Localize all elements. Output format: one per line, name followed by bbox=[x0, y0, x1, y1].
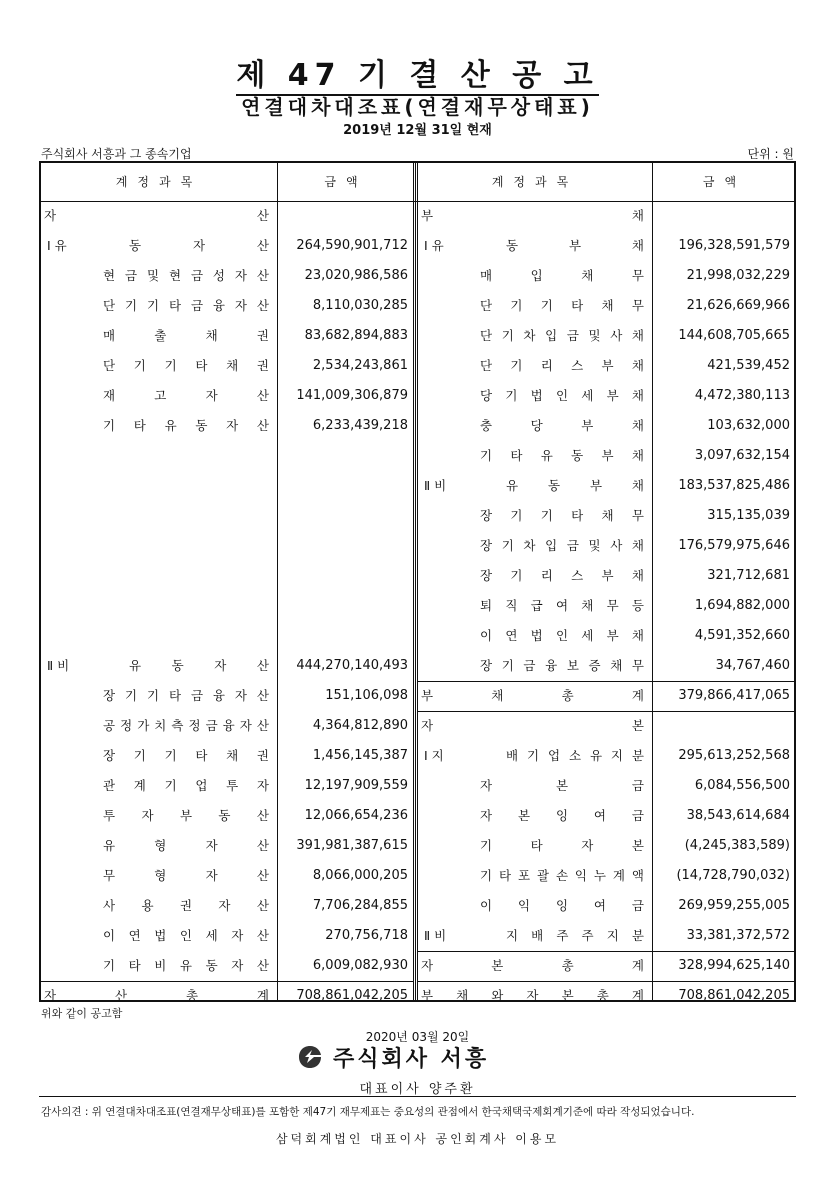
header-amount-left: 금액 bbox=[324, 175, 368, 189]
row-label: 지 배 주 주 지 분 bbox=[506, 928, 644, 943]
row-amount: 3,097,632,154 bbox=[694, 448, 790, 463]
table-row bbox=[418, 381, 796, 411]
audit-opinion: 감사의견 : 위 연결대차대조표(연결재무상태표)를 포함한 제47기 재무제표는 중요성의 관점에서 한국채택국제회계기준에 따라 작성되었습니다. bbox=[41, 1106, 695, 1118]
table-row bbox=[418, 711, 796, 741]
table-row bbox=[418, 351, 796, 381]
row-label: 매 출 채 권 bbox=[103, 328, 269, 343]
row-amount: 83,682,894,883 bbox=[304, 328, 408, 343]
row-label: 부 채 bbox=[421, 208, 644, 223]
unit-label: 단위 : 원 bbox=[747, 147, 794, 161]
row-amount: 708,861,042,205 bbox=[678, 988, 790, 1003]
table-row bbox=[418, 741, 796, 771]
table-row bbox=[41, 561, 414, 591]
row-label: 단 기 기 타 금 융 자 산 bbox=[103, 298, 269, 313]
table-row bbox=[418, 531, 796, 561]
notice-statement: 위와 같이 공고함 bbox=[41, 1007, 123, 1020]
auditor-signature: 삼덕회계법인 대표이사 공인회계사 이용모 bbox=[275, 1132, 560, 1146]
row-label: 유 형 자 산 bbox=[103, 838, 269, 853]
row-label: 장 기 리 스 부 채 bbox=[480, 568, 644, 583]
row-amount: (14,728,790,032) bbox=[676, 868, 790, 883]
row-amount: 270,756,718 bbox=[325, 928, 408, 943]
table-row bbox=[418, 261, 796, 291]
corp-name-text: 주식회사 서흥 bbox=[333, 1046, 490, 1072]
seoheung-logo-icon bbox=[297, 1044, 323, 1070]
row-label: 매 입 채 무 bbox=[480, 268, 644, 283]
row-label: 유 동 부 채 bbox=[506, 478, 644, 493]
row-label: 관 계 기 업 투 자 bbox=[103, 778, 269, 793]
table-row bbox=[41, 741, 414, 771]
row-label: 재 고 자 산 bbox=[103, 388, 269, 403]
row-amount: 8,066,000,205 bbox=[312, 868, 408, 883]
row-label: 이 익 잉 여 금 bbox=[480, 898, 644, 913]
row-amount: 144,608,705,665 bbox=[678, 328, 790, 343]
row-amount: 708,861,042,205 bbox=[296, 988, 408, 1003]
row-label: 기 타 자 본 bbox=[480, 838, 644, 853]
table-row bbox=[418, 411, 796, 441]
table-row bbox=[418, 831, 796, 861]
row-amount: 8,110,030,285 bbox=[312, 298, 408, 313]
row-group-numeral: Ⅰ 지 bbox=[424, 748, 444, 763]
row-amount: 264,590,901,712 bbox=[296, 238, 408, 253]
row-amount: 295,613,252,568 bbox=[678, 748, 790, 763]
table-row bbox=[418, 291, 796, 321]
row-label: 단 기 차 입 금 및 사 채 bbox=[480, 328, 644, 343]
table-row bbox=[41, 861, 414, 891]
row-amount: (4,245,383,589) bbox=[684, 838, 790, 853]
company-line: 주식회사 서흥과 그 종속기업 bbox=[41, 147, 192, 161]
row-amount: 4,364,812,890 bbox=[312, 718, 408, 733]
balance-sheet-table bbox=[39, 161, 796, 1002]
footer-divider bbox=[39, 1096, 796, 1097]
row-label: 부 채 총 계 bbox=[421, 688, 644, 703]
table-row bbox=[418, 921, 796, 951]
table-row bbox=[418, 771, 796, 801]
row-label: 장 기 기 타 금 융 자 산 bbox=[103, 688, 269, 703]
row-amount: 196,328,591,579 bbox=[678, 238, 790, 253]
header-account-left: 계정과목 bbox=[115, 175, 203, 189]
row-amount: 34,767,460 bbox=[715, 658, 790, 673]
row-amount: 315,135,039 bbox=[707, 508, 790, 523]
row-label: 장 기 금 융 보 증 채 무 bbox=[480, 658, 644, 673]
header-amount-right: 금액 bbox=[702, 175, 747, 189]
row-amount: 151,106,098 bbox=[325, 688, 408, 703]
row-amount: 12,197,909,559 bbox=[304, 778, 408, 793]
row-group-numeral: Ⅱ 비 bbox=[424, 928, 447, 943]
row-group-numeral: Ⅱ 비 bbox=[424, 478, 447, 493]
corp-name bbox=[297, 1042, 489, 1072]
row-label: 투 자 부 동 산 bbox=[103, 808, 269, 823]
row-label: 무 형 자 산 bbox=[103, 868, 269, 883]
row-amount: 269,959,255,005 bbox=[678, 898, 790, 913]
row-label: 단 기 기 타 채 무 bbox=[480, 298, 644, 313]
row-label: 이 연 법 인 세 부 채 bbox=[480, 628, 644, 643]
row-amount: 6,009,082,930 bbox=[312, 958, 408, 973]
table-row bbox=[41, 621, 414, 651]
table-row bbox=[41, 951, 414, 981]
row-amount: 23,020,986,586 bbox=[304, 268, 408, 283]
table-row bbox=[41, 771, 414, 801]
table-row bbox=[418, 651, 796, 681]
row-amount: 141,009,306,879 bbox=[296, 388, 408, 403]
table-row bbox=[41, 651, 414, 681]
row-amount: 21,626,669,966 bbox=[686, 298, 790, 313]
table-row bbox=[418, 951, 796, 981]
table-row bbox=[41, 891, 414, 921]
row-label: 사 용 권 자 산 bbox=[103, 898, 269, 913]
row-label: 기 타 비 유 동 자 산 bbox=[103, 958, 269, 973]
table-row bbox=[41, 471, 414, 501]
row-amount: 6,233,439,218 bbox=[312, 418, 408, 433]
row-label: 장 기 차 입 금 및 사 채 bbox=[480, 538, 644, 553]
table-row bbox=[418, 591, 796, 621]
row-label: 자 본 잉 여 금 bbox=[480, 808, 644, 823]
row-label: 동 자 산 bbox=[129, 238, 269, 253]
row-amount: 1,456,145,387 bbox=[312, 748, 408, 763]
row-label: 충 당 부 채 bbox=[480, 418, 644, 433]
row-amount: 391,981,387,615 bbox=[296, 838, 408, 853]
table-row bbox=[41, 291, 414, 321]
table-row bbox=[418, 801, 796, 831]
row-label: 장 기 기 타 채 권 bbox=[103, 748, 269, 763]
row-amount: 6,084,556,500 bbox=[694, 778, 790, 793]
as-of-date: 2019년 12월 31일 현재 bbox=[343, 123, 492, 138]
row-amount: 1,694,882,000 bbox=[694, 598, 790, 613]
row-label: 기 타 유 동 자 산 bbox=[103, 418, 269, 433]
table-row bbox=[41, 201, 414, 231]
table-row bbox=[418, 471, 796, 501]
table-row bbox=[41, 411, 414, 441]
row-label: 장 기 기 타 채 무 bbox=[480, 508, 644, 523]
table-row bbox=[41, 681, 414, 711]
ceo-name: 대표이사 양주환 bbox=[359, 1082, 476, 1097]
row-label: 당 기 법 인 세 부 채 bbox=[480, 388, 644, 403]
row-amount: 328,994,625,140 bbox=[678, 958, 790, 973]
row-group-numeral: Ⅰ 유 bbox=[424, 238, 444, 253]
table-row bbox=[418, 981, 796, 1011]
row-amount: 176,579,975,646 bbox=[678, 538, 790, 553]
notice-date: 2020년 03월 20일 bbox=[365, 1030, 470, 1044]
row-amount: 38,543,614,684 bbox=[686, 808, 790, 823]
total-rule bbox=[418, 681, 796, 682]
row-amount: 103,632,000 bbox=[707, 418, 790, 433]
row-amount: 33,381,372,572 bbox=[686, 928, 790, 943]
row-amount: 379,866,417,065 bbox=[678, 688, 790, 703]
row-group-numeral: Ⅰ 유 bbox=[47, 238, 67, 253]
row-amount: 321,712,681 bbox=[707, 568, 790, 583]
table-row bbox=[418, 201, 796, 231]
table-row bbox=[418, 321, 796, 351]
table-row bbox=[418, 501, 796, 531]
table-row bbox=[41, 531, 414, 561]
row-amount: 421,539,452 bbox=[707, 358, 790, 373]
total-rule bbox=[418, 951, 796, 952]
row-amount: 2,534,243,861 bbox=[312, 358, 408, 373]
table-row bbox=[418, 561, 796, 591]
row-label: 공 정 가 치 측 정 금 융 자 산 bbox=[103, 718, 269, 733]
table-row bbox=[41, 441, 414, 471]
row-label: 동 부 채 bbox=[506, 238, 644, 253]
row-label: 단 기 리 스 부 채 bbox=[480, 358, 644, 373]
total-rule bbox=[41, 981, 413, 982]
row-group-numeral: Ⅱ 비 bbox=[47, 658, 70, 673]
table-row bbox=[418, 441, 796, 471]
row-amount: 12,066,654,236 bbox=[304, 808, 408, 823]
row-label: 배 기 업 소 유 지 분 bbox=[506, 748, 644, 763]
row-label: 부 채 와 자 본 총 계 bbox=[421, 988, 644, 1003]
total-rule bbox=[418, 981, 796, 982]
row-label: 자 본 bbox=[421, 718, 644, 733]
row-amount: 7,706,284,855 bbox=[312, 898, 408, 913]
table-row bbox=[41, 921, 414, 951]
row-amount: 444,270,140,493 bbox=[296, 658, 408, 673]
table-row bbox=[41, 501, 414, 531]
table-row bbox=[41, 231, 414, 261]
row-label: 자 본 총 계 bbox=[421, 958, 644, 973]
table-row bbox=[418, 231, 796, 261]
table-row bbox=[41, 591, 414, 621]
table-row bbox=[41, 321, 414, 351]
row-label: 단 기 기 타 채 권 bbox=[103, 358, 269, 373]
table-row bbox=[418, 621, 796, 651]
row-amount: 183,537,825,486 bbox=[678, 478, 790, 493]
row-amount: 4,472,380,113 bbox=[694, 388, 790, 403]
table-row bbox=[41, 711, 414, 741]
table-row bbox=[41, 351, 414, 381]
row-label: 자 산 총 계 bbox=[44, 988, 269, 1003]
row-amount: 4,591,352,660 bbox=[694, 628, 790, 643]
statement-subtitle: 연결대차대조표(연결재무상태표) bbox=[241, 95, 594, 119]
row-label: 기 타 유 동 부 채 bbox=[480, 448, 644, 463]
table-row bbox=[41, 381, 414, 411]
table-row bbox=[418, 891, 796, 921]
table-row bbox=[41, 831, 414, 861]
table-row bbox=[41, 801, 414, 831]
row-label: 퇴 직 급 여 채 무 등 bbox=[480, 598, 644, 613]
table-row bbox=[418, 861, 796, 891]
table-row bbox=[41, 261, 414, 291]
row-label: 자 본 금 bbox=[480, 778, 644, 793]
row-label: 이 연 법 인 세 자 산 bbox=[103, 928, 269, 943]
notice-title: 제 47 기 결 산 공 고 bbox=[0, 50, 835, 94]
row-label: 현 금 및 현 금 성 자 산 bbox=[103, 268, 269, 283]
row-label: 기 타 포 괄 손 익 누 계 액 bbox=[480, 868, 644, 883]
row-amount: 21,998,032,229 bbox=[686, 268, 790, 283]
row-label: 자 산 bbox=[44, 208, 269, 223]
header-account-right: 계정과목 bbox=[491, 175, 579, 189]
table-row bbox=[418, 681, 796, 711]
row-label: 유 동 자 산 bbox=[129, 658, 269, 673]
